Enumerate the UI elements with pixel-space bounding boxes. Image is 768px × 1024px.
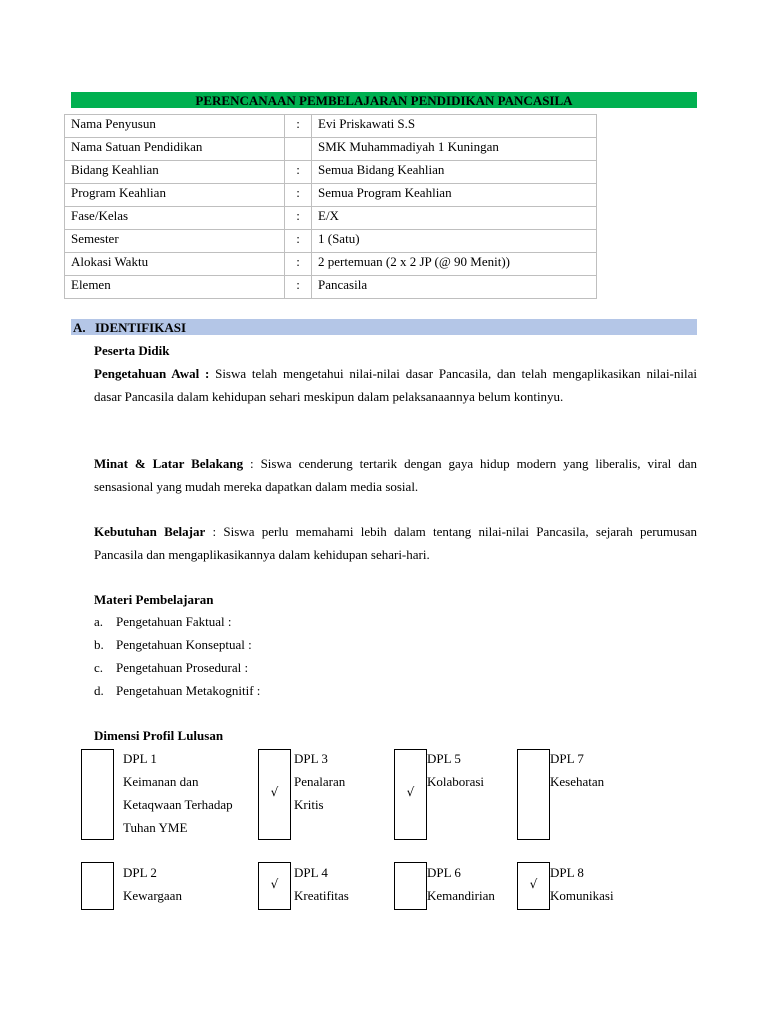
table-row bbox=[65, 230, 597, 253]
dpl-4-item bbox=[294, 861, 349, 907]
info-separator: : bbox=[285, 230, 312, 253]
dpl-2-checkbox[interactable] bbox=[81, 862, 114, 910]
info-value: 1 (Satu) bbox=[312, 230, 597, 253]
kebutuhan-text: : Siswa perlu memahami lebih dalam tentang nilai-nilai Pancasila, sejarah perumusan Pancasila dan mengaplikasikannya dalam kehidupan sehari-hari. bbox=[94, 524, 697, 562]
peserta-didik-heading: Peserta Didik bbox=[94, 343, 170, 358]
info-separator: : bbox=[285, 115, 312, 138]
dpl-5-name-line: Kolaborasi bbox=[427, 774, 485, 789]
dpl-3-checkbox[interactable]: √ bbox=[258, 749, 291, 840]
dpl-1-checkbox[interactable] bbox=[81, 749, 114, 840]
dpl-4-code: DPL 4 bbox=[294, 865, 328, 880]
dpl-2-item bbox=[123, 861, 182, 907]
info-value: Pancasila bbox=[312, 276, 597, 299]
section-a-title: IDENTIFIKASI bbox=[95, 320, 187, 335]
dpl-5-code: DPL 5 bbox=[427, 751, 461, 766]
dpl-8-item bbox=[550, 861, 614, 907]
list-marker: d. bbox=[94, 683, 104, 698]
dpl-6-item bbox=[427, 861, 495, 907]
info-value: Evi Priskawati S.S bbox=[312, 115, 597, 138]
info-table bbox=[64, 114, 597, 299]
table-row bbox=[65, 161, 597, 184]
info-label: Program Keahlian bbox=[65, 184, 285, 207]
table-row bbox=[65, 138, 597, 161]
pengetahuan-awal-label: Pengetahuan Awal : bbox=[94, 366, 210, 381]
info-label: Nama Penyusun bbox=[65, 115, 285, 138]
list-item-text: Pengetahuan Prosedural : bbox=[116, 660, 249, 675]
minat-paragraph bbox=[94, 452, 697, 498]
document-title: PERENCANAAN PEMBELAJARAN PENDIDIKAN PANCASILA bbox=[71, 92, 697, 108]
dpl-4-checkbox[interactable]: √ bbox=[258, 862, 291, 910]
info-value: 2 pertemuan (2 x 2 JP (@ 90 Menit)) bbox=[312, 253, 597, 276]
kebutuhan-label: Kebutuhan Belajar bbox=[94, 524, 206, 539]
info-label: Bidang Keahlian bbox=[65, 161, 285, 184]
dpl-1-item bbox=[123, 747, 233, 839]
list-marker: b. bbox=[94, 637, 104, 652]
dpl-2-code: DPL 2 bbox=[123, 865, 157, 880]
list-item-text: Pengetahuan Metakognitif : bbox=[116, 683, 261, 698]
kebutuhan-paragraph bbox=[94, 520, 697, 566]
info-separator: : bbox=[285, 253, 312, 276]
table-row bbox=[65, 253, 597, 276]
pengetahuan-awal-text: Siswa telah mengetahui nilai-nilai dasar Pancasila, dan telah mengaplikasikan nilai-nilai dasar Pancasila dalam kehidupan sehari meskipun dalam pelaksanaannya belum kontinyu. bbox=[94, 366, 697, 404]
dpl-3-name-line: Kritis bbox=[294, 797, 324, 812]
table-row bbox=[65, 115, 597, 138]
list-marker: c. bbox=[94, 660, 104, 675]
info-value: Semua Bidang Keahlian bbox=[312, 161, 597, 184]
pengetahuan-awal-paragraph bbox=[94, 362, 697, 408]
list-item-text: Pengetahuan Konseptual : bbox=[116, 637, 252, 652]
dpl-8-checkbox[interactable]: √ bbox=[517, 862, 550, 910]
dpl-1-code: DPL 1 bbox=[123, 751, 157, 766]
info-value: E/X bbox=[312, 207, 597, 230]
dpl-1-name-line: Ketaqwaan Terhadap bbox=[123, 797, 233, 812]
info-separator: : bbox=[285, 276, 312, 299]
dpl-6-name-line: Kemandirian bbox=[427, 888, 495, 903]
dimensi-heading: Dimensi Profil Lulusan bbox=[94, 728, 224, 743]
dpl-2-name-line: Kewargaan bbox=[123, 888, 182, 903]
info-value: SMK Muhammadiyah 1 Kuningan bbox=[312, 138, 597, 161]
dpl-1-name-line: Keimanan dan bbox=[123, 774, 199, 789]
info-separator: : bbox=[285, 161, 312, 184]
dpl-5-checkbox[interactable]: √ bbox=[394, 749, 427, 840]
info-label: Alokasi Waktu bbox=[65, 253, 285, 276]
table-row bbox=[65, 207, 597, 230]
section-a-header bbox=[71, 319, 697, 335]
info-label: Semester bbox=[65, 230, 285, 253]
section-a-number: A. bbox=[73, 320, 86, 335]
dpl-1-name-line: Tuhan YME bbox=[123, 820, 188, 835]
dpl-8-code: DPL 8 bbox=[550, 865, 584, 880]
info-separator bbox=[285, 138, 312, 161]
list-item-text: Pengetahuan Faktual : bbox=[116, 614, 232, 629]
dpl-3-name-line: Penalaran bbox=[294, 774, 346, 789]
info-separator: : bbox=[285, 184, 312, 207]
dpl-7-checkbox[interactable] bbox=[517, 749, 550, 840]
minat-text: : Siswa cenderung tertarik dengan gaya hidup modern yang liberalis, viral dan sensasional yang mudah mereka dapatkan dalam media sosial. bbox=[94, 456, 697, 494]
dpl-4-name-line: Kreatifitas bbox=[294, 888, 349, 903]
dpl-7-code: DPL 7 bbox=[550, 751, 584, 766]
dpl-8-name-line: Komunikasi bbox=[550, 888, 614, 903]
dpl-5-item bbox=[427, 747, 484, 793]
table-row bbox=[65, 276, 597, 299]
materi-heading: Materi Pembelajaran bbox=[94, 592, 214, 607]
dpl-3-item bbox=[294, 747, 345, 816]
dpl-3-code: DPL 3 bbox=[294, 751, 328, 766]
dpl-7-item bbox=[550, 747, 604, 793]
info-label: Elemen bbox=[65, 276, 285, 299]
table-row bbox=[65, 184, 597, 207]
dpl-7-name-line: Kesehatan bbox=[550, 774, 605, 789]
list-marker: a. bbox=[94, 614, 104, 629]
info-value: Semua Program Keahlian bbox=[312, 184, 597, 207]
info-label: Fase/Kelas bbox=[65, 207, 285, 230]
dpl-6-code: DPL 6 bbox=[427, 865, 461, 880]
info-separator: : bbox=[285, 207, 312, 230]
dpl-6-checkbox[interactable] bbox=[394, 862, 427, 910]
info-label: Nama Satuan Pendidikan bbox=[65, 138, 285, 161]
minat-label: Minat & Latar Belakang bbox=[94, 456, 244, 471]
